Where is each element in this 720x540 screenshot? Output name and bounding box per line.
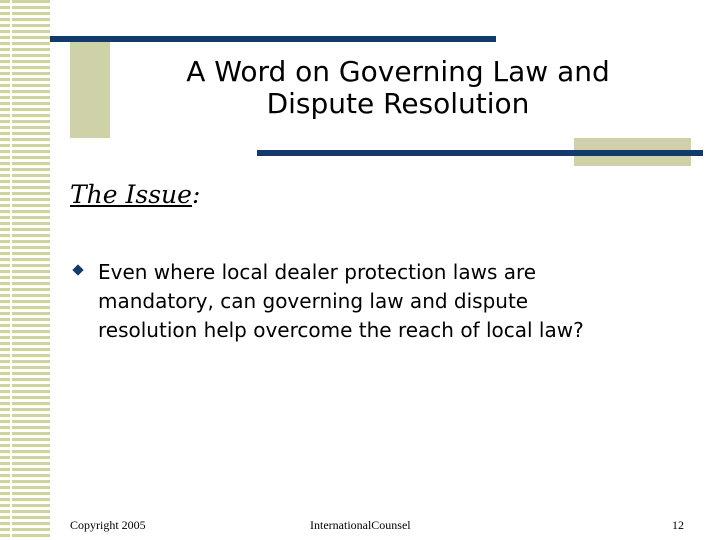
striped-sidebar-decoration (0, 0, 50, 540)
slide-number: 12 (672, 518, 684, 532)
bullet-line-1: Even where local dealer protection laws are (98, 260, 537, 284)
title-rule-bottom (257, 150, 703, 156)
slide-title-line-2: Dispute Resolution (266, 87, 530, 120)
footer-company: InternationalCounsel (310, 518, 411, 532)
section-heading (70, 180, 200, 209)
bullet-line-3: resolution help overcome the reach of local law? (98, 318, 584, 342)
section-heading-colon: : (191, 180, 201, 209)
slide-title (110, 56, 686, 120)
title-accent-block (70, 38, 110, 138)
section-heading-text: The Issue (70, 180, 192, 209)
diamond-bullet-icon (72, 264, 83, 275)
title-rule-top (50, 36, 496, 42)
bullet-text (98, 258, 690, 345)
bullet-line-2: mandatory, can governing law and dispute (98, 289, 529, 313)
bullet-item (70, 258, 690, 345)
footer-copyright: Copyright 2005 (70, 518, 146, 532)
slide-title-line-1: A Word on Governing Law and (186, 55, 610, 88)
